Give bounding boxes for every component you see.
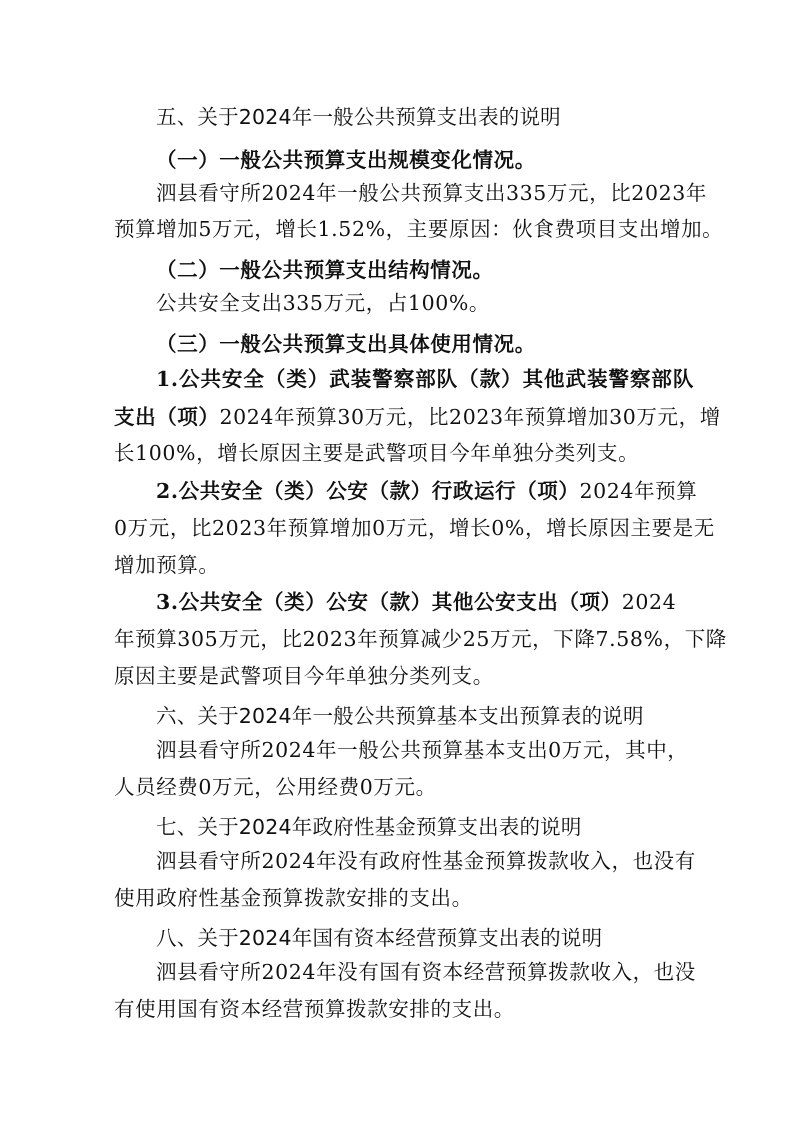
item3-line2: 年预算305万元，比2023年预算减少25万元，下降7.58%，下降 xyxy=(114,627,727,651)
item3-line1-bold: 3.公共安全（类）公安（款）其他公安支出（项） xyxy=(156,590,622,614)
section5-sub1-title: （一）一般公共预算支出规模变化情况。 xyxy=(156,148,536,172)
section8-para-line1: 泗县看守所2024年没有国有资本经营预算拨款收入，也没 xyxy=(156,960,696,984)
section5-heading: 五、关于2024年一般公共预算支出表的说明 xyxy=(156,105,561,129)
section5-sub2-para: 公共安全支出335万元，占100%。 xyxy=(156,291,491,315)
section5-sub1-para-line2: 预算增加5万元，增长1.52%，主要原因：伙食费项目支出增加。 xyxy=(114,217,724,241)
section7-heading: 七、关于2024年政府性基金预算支出表的说明 xyxy=(156,815,582,839)
section7-para-line1: 泗县看守所2024年没有政府性基金预算拨款收入，也没有 xyxy=(156,849,696,873)
section8-para-line2: 有使用国有资本经营预算拨款安排的支出。 xyxy=(114,997,515,1021)
section5-sub1-para-line1: 泗县看守所2024年一般公共预算支出335万元，比2023年 xyxy=(156,181,707,205)
section5-sub2-title: （二）一般公共预算支出结构情况。 xyxy=(156,258,494,282)
item1-line3: 长100%，增长原因主要是武警项目今年单独分类列支。 xyxy=(114,441,640,465)
item1-line2 xyxy=(114,403,721,431)
item3-line1-text: 2024 xyxy=(621,590,677,614)
section6-para-line2: 人员经费0万元，公用经费0万元。 xyxy=(114,775,437,799)
item2-line2: 0万元，比2023年预算增加0万元，增长0%，增长原因主要是无 xyxy=(114,516,715,540)
section7-para-line2: 使用政府性基金预算拨款安排的支出。 xyxy=(114,886,473,910)
item2-line3: 增加预算。 xyxy=(114,553,220,577)
item1-line2-text: 2024年预算30万元，比2023年预算增加30万元，增 xyxy=(219,405,721,429)
section5-sub3-title: （三）一般公共预算支出具体使用情况。 xyxy=(156,332,536,356)
item3-line1 xyxy=(156,588,694,616)
item2-line1-text: 2024年预算 xyxy=(579,479,698,503)
item2-line1 xyxy=(156,477,698,505)
item1-line2-bold: 支出（项） xyxy=(114,405,220,429)
item1-line1: 1.公共安全（类）武装警察部队（款）其他武装警察部队 xyxy=(156,367,694,391)
section6-para-line1: 泗县看守所2024年一般公共预算基本支出0万元，其中， xyxy=(156,738,689,762)
item2-line1-bold: 2.公共安全（类）公安（款）行政运行（项） xyxy=(156,479,580,503)
section6-heading: 六、关于2024年一般公共预算基本支出预算表的说明 xyxy=(156,704,644,728)
item3-line3: 原因主要是武警项目今年单独分类列支。 xyxy=(114,664,494,688)
section8-heading: 八、关于2024年国有资本经营预算支出表的说明 xyxy=(156,926,603,950)
